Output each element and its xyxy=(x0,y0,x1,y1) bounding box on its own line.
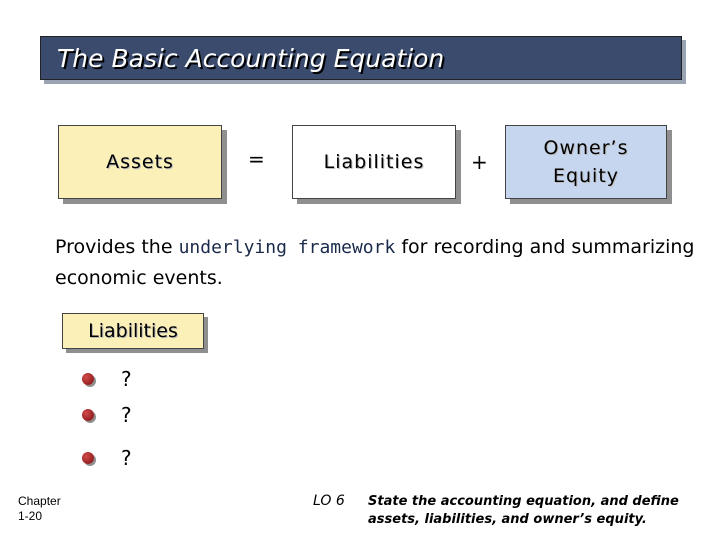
chapter-line1: Chapter xyxy=(18,494,61,508)
liabilities-label: Liabilities xyxy=(323,151,425,173)
learning-objective-text xyxy=(368,493,708,529)
list-item xyxy=(82,446,132,470)
list-item-text: ? xyxy=(121,403,132,427)
learning-objective-number: LO 6 xyxy=(313,493,345,509)
assets-label: Assets xyxy=(106,151,174,173)
list-item-text: ? xyxy=(121,367,132,391)
bullet-icon xyxy=(82,373,94,385)
owners-equity-line2: Equity xyxy=(552,165,620,187)
list-item xyxy=(82,367,132,391)
learning-objective-line2: assets, liabilities, and owner’s equity. xyxy=(368,512,647,527)
list-item xyxy=(82,403,132,427)
equals-sign: = xyxy=(248,147,265,171)
chapter-line2: 1-20 xyxy=(18,509,43,523)
list-item-text: ? xyxy=(121,446,132,470)
owners-equity-box xyxy=(505,125,667,199)
page-title: The Basic Accounting Equation xyxy=(57,43,445,73)
owners-equity-line1: Owner’s xyxy=(543,137,629,159)
bullet-icon xyxy=(82,409,94,421)
learning-objective-line1: State the accounting equation, and define xyxy=(368,494,679,509)
liabilities-section-text: Liabilities xyxy=(88,320,178,342)
liabilities-section-label xyxy=(62,313,204,349)
description-part2: for recording and summarizing economic events. xyxy=(55,236,695,289)
description-part1: Provides the xyxy=(55,236,179,258)
owners-equity-label xyxy=(544,134,629,190)
description-emphasis: underlying framework xyxy=(178,237,396,258)
description-text xyxy=(55,232,695,294)
chapter-label xyxy=(18,494,61,524)
assets-box xyxy=(58,125,222,199)
plus-sign: + xyxy=(471,150,488,174)
bullet-icon xyxy=(82,452,94,464)
title-bar xyxy=(40,36,682,80)
liabilities-box xyxy=(292,125,456,199)
